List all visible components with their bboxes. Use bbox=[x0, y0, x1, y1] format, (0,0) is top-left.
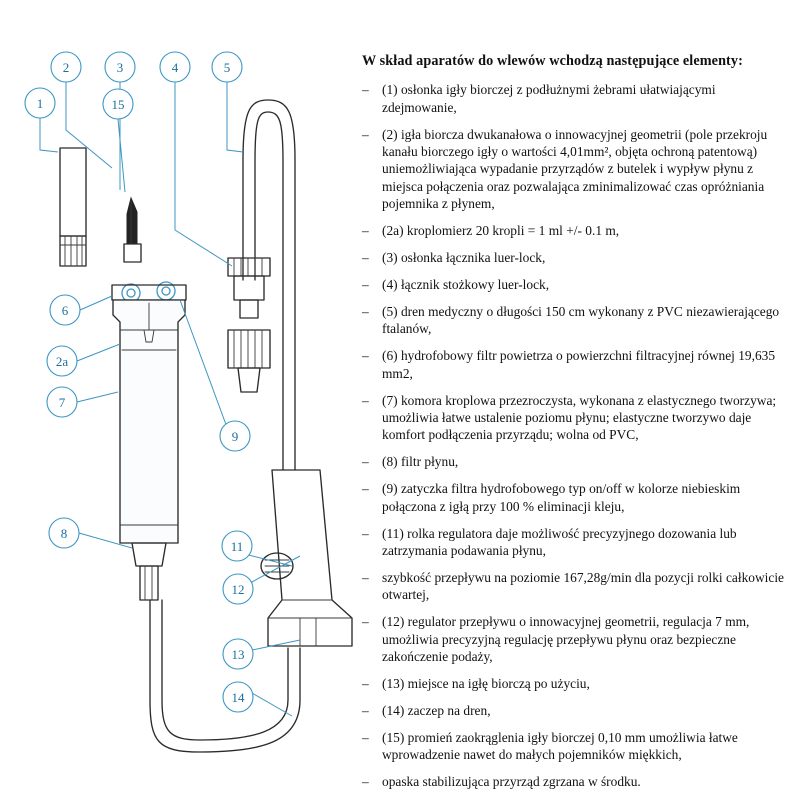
list-marker: – bbox=[362, 454, 369, 470]
list-item bbox=[362, 303, 792, 338]
callout-9 bbox=[220, 421, 250, 451]
list-text: szybkość przepływu na poziomie 167,28g/min dla pozycji rolki całkowicie otwartej, bbox=[382, 569, 784, 603]
callout-label: 6 bbox=[61, 303, 69, 318]
list-marker: – bbox=[362, 676, 369, 692]
list-text: (13) miejsce na igłę biorczą po użyciu, bbox=[382, 676, 590, 692]
list-text: (15) promień zaokrąglenia igły biorczej 0,10 mm umożliwia łatwe wprowadzenie nawet do małych pojemników miękkich, bbox=[382, 729, 738, 763]
list-text: (4) łącznik stożkowy luer-lock, bbox=[382, 276, 550, 292]
callout-12 bbox=[223, 574, 253, 604]
component-list bbox=[362, 81, 792, 791]
callout-label: 2 bbox=[62, 60, 70, 75]
list-item bbox=[362, 347, 792, 382]
list-marker: – bbox=[362, 348, 369, 364]
list-marker: – bbox=[362, 82, 369, 98]
callout-14 bbox=[223, 682, 253, 712]
list-marker: – bbox=[362, 569, 369, 585]
list-marker: – bbox=[362, 702, 369, 718]
list-marker: – bbox=[362, 481, 369, 497]
list-marker: – bbox=[362, 303, 369, 319]
list-item bbox=[362, 675, 792, 692]
callout-label: 12 bbox=[231, 582, 245, 597]
list-text: (1) osłonka igły biorczej z podłużnymi żebrami ułatwiającymi zdejmowanie, bbox=[382, 82, 716, 115]
callout-8 bbox=[49, 518, 79, 548]
list-text: (9) zatyczka filtra hydrofobowego typ on/off w kolorze niebieskim połączona z igłą przy 100 % eliminacji kleju, bbox=[382, 481, 741, 514]
callout-label: 13 bbox=[231, 647, 245, 662]
list-item bbox=[362, 702, 792, 719]
list-item bbox=[362, 525, 792, 560]
callout-label: 8 bbox=[60, 526, 68, 541]
callout-label: 14 bbox=[231, 690, 245, 705]
callout-6 bbox=[50, 295, 80, 325]
list-item bbox=[362, 126, 792, 213]
list-item bbox=[362, 729, 792, 764]
list-item bbox=[362, 222, 792, 239]
list-item bbox=[362, 773, 792, 790]
list-text: (5) dren medyczny o długości 150 cm wykonany z PVC niezawierającego ftalanów, bbox=[382, 303, 780, 337]
callout-5 bbox=[212, 52, 242, 82]
list-marker: – bbox=[362, 126, 369, 142]
list-text: (6) hydrofobowy filtr powietrza o powierzchni filtracyjnej równej 19,635 mm2, bbox=[382, 348, 776, 381]
callout-label: 11 bbox=[230, 539, 244, 554]
description-panel bbox=[362, 52, 792, 800]
list-item bbox=[362, 480, 792, 515]
description-heading: W skład aparatów do wlewów wchodzą następujące elementy: bbox=[362, 53, 743, 69]
list-item bbox=[362, 276, 792, 293]
list-item bbox=[362, 249, 792, 266]
list-item bbox=[362, 81, 792, 116]
callout-label: 4 bbox=[171, 60, 179, 75]
callout-label: 9 bbox=[231, 429, 239, 444]
list-marker: – bbox=[362, 774, 369, 790]
list-marker: – bbox=[362, 250, 369, 266]
callout-2 bbox=[51, 52, 81, 82]
list-marker: – bbox=[362, 614, 369, 630]
callout-label: 5 bbox=[223, 60, 231, 75]
list-text: (2a) kroplomierz 20 kropli = 1 ml +/- 0.1 m, bbox=[382, 223, 620, 239]
callout-3 bbox=[105, 52, 135, 82]
callout-7 bbox=[47, 387, 77, 417]
callout-label: 7 bbox=[58, 395, 66, 410]
list-marker: – bbox=[362, 392, 369, 408]
list-marker: – bbox=[362, 525, 369, 541]
callout-13 bbox=[223, 639, 253, 669]
list-text: (8) filtr płynu, bbox=[382, 454, 459, 470]
callout-4 bbox=[160, 52, 190, 82]
list-item bbox=[362, 453, 792, 470]
callout-15 bbox=[103, 89, 133, 119]
callout-1 bbox=[25, 88, 55, 118]
list-text: (3) osłonka łącznika luer-lock, bbox=[382, 250, 546, 266]
list-text: opaska stabilizująca przyrząd zgrzana w środku. bbox=[382, 774, 641, 790]
list-text: (12) regulator przepływu o innowacyjnej geometrii, regulacja 7 mm, umożliwia precyzyjną regulację przepływu płynu oraz bezpieczne zakończenie podaży, bbox=[382, 614, 750, 665]
list-text: (11) rolka regulatora daje możliwość precyzyjnego dozowania lub zatrzymania podawania płynu, bbox=[382, 525, 737, 559]
list-marker: – bbox=[362, 223, 369, 239]
callout-11 bbox=[222, 531, 252, 561]
list-marker: – bbox=[362, 729, 369, 745]
list-text: (14) zaczep na dren, bbox=[382, 702, 491, 718]
callout-label: 2a bbox=[55, 354, 69, 369]
list-marker: – bbox=[362, 276, 369, 292]
callout-2a bbox=[47, 346, 77, 376]
list-item bbox=[362, 392, 792, 444]
callout-label: 3 bbox=[116, 60, 124, 75]
infusion-set-diagram bbox=[0, 0, 360, 800]
list-item bbox=[362, 569, 792, 604]
list-text: (7) komora kroplowa przezroczysta, wykonana z elastycznego tworzywa; umożliwia łatwe ustalenie poziomu płynu; elastyczne tworzywo daje komfort podłączenia przyrządu; wolna od PVC, bbox=[382, 392, 777, 443]
list-item bbox=[362, 613, 792, 665]
list-text: (2) igła biorcza dwukanałowa o innowacyjnej geometrii (pole przekroju kanału biorczego igły o wartości 4,01mm², objęta ochroną patentową) uniemożliwiająca wypadanie przyrządów z butelek i wypływ płynu z miejsca połączenia oraz pozwalająca zminimalizować czas opróżniania pojemnika z płynem, bbox=[382, 126, 768, 212]
callout-label: 15 bbox=[111, 97, 125, 112]
callout-label: 1 bbox=[36, 96, 44, 111]
